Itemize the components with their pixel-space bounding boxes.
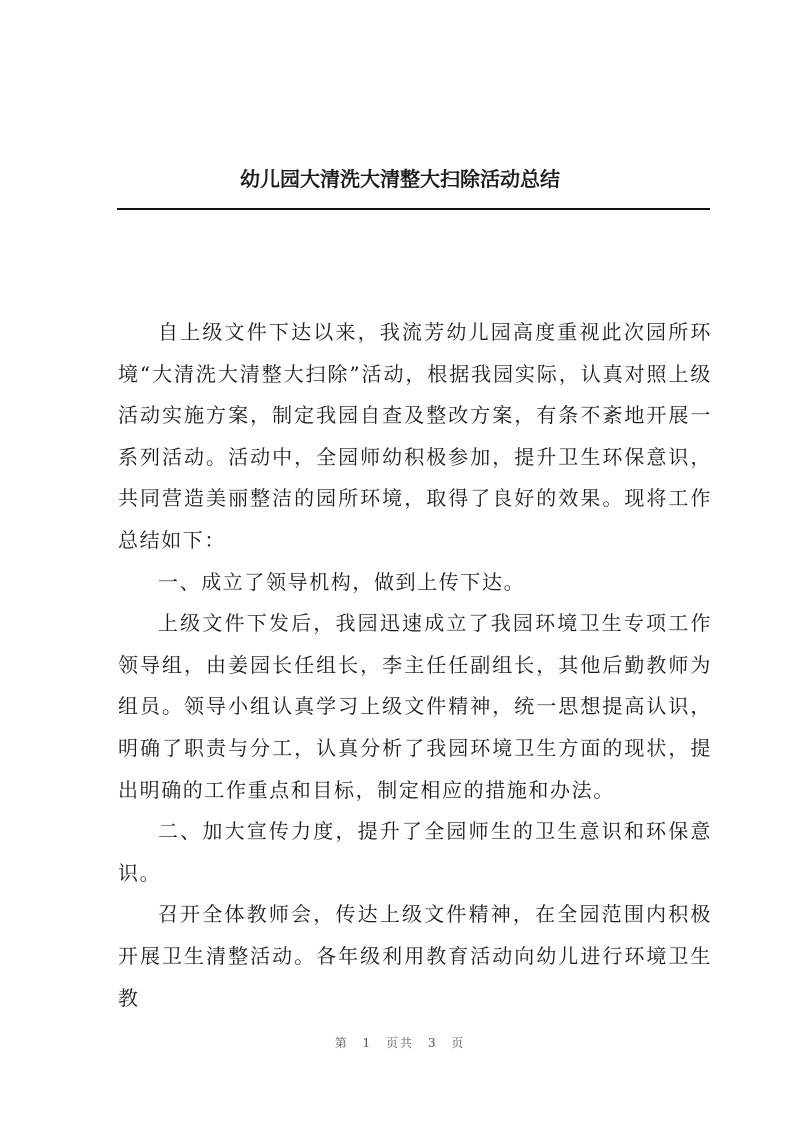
- document-body: [118, 312, 712, 1019]
- document-title: 幼儿园大清洗大清整大扫除活动总结: [240, 167, 560, 191]
- paragraph-section-2: 召开全体教师会，传达上级文件精神，在全园范围内积极开展卫生清整活动。各年级利用教育活动向幼儿进行环境卫生教: [118, 902, 712, 1010]
- paragraph-section-1: 上级文件下发后，我园迅速成立了我园环境卫生专项工作领导组，由姜园长任组长，李主任任副组长，其他后勤教师为组员。领导小组认真学习上级文件精神，统一思想提高认识，明确了职责与分工，认真分析了我园环境卫生方面的现状，提出明确的工作重点和目标，制定相应的措施和办法。: [118, 611, 712, 802]
- section-heading-2: 二、加大宣传力度，提升了全园师生的卫生意识和环保意识。: [118, 819, 712, 885]
- paragraph-intro: 自上级文件下达以来，我流芳幼儿园高度重视此次园所环境“大清洗大清整大扫除”活动，根据我园实际，认真对照上级活动实施方案，制定我园自查及整改方案，有条不紊地开展一系列活动。活动中，全园师幼积极参加，提升卫生环保意识，共同营造美丽整洁的园所环境，取得了良好的效果。现将工作总结如下：: [118, 320, 712, 552]
- page-footer: 第 1 页共 3 页: [334, 1036, 466, 1050]
- section-heading-1: 一、成立了领导机构，做到上传下达。: [158, 569, 526, 594]
- title-underline: [117, 208, 710, 210]
